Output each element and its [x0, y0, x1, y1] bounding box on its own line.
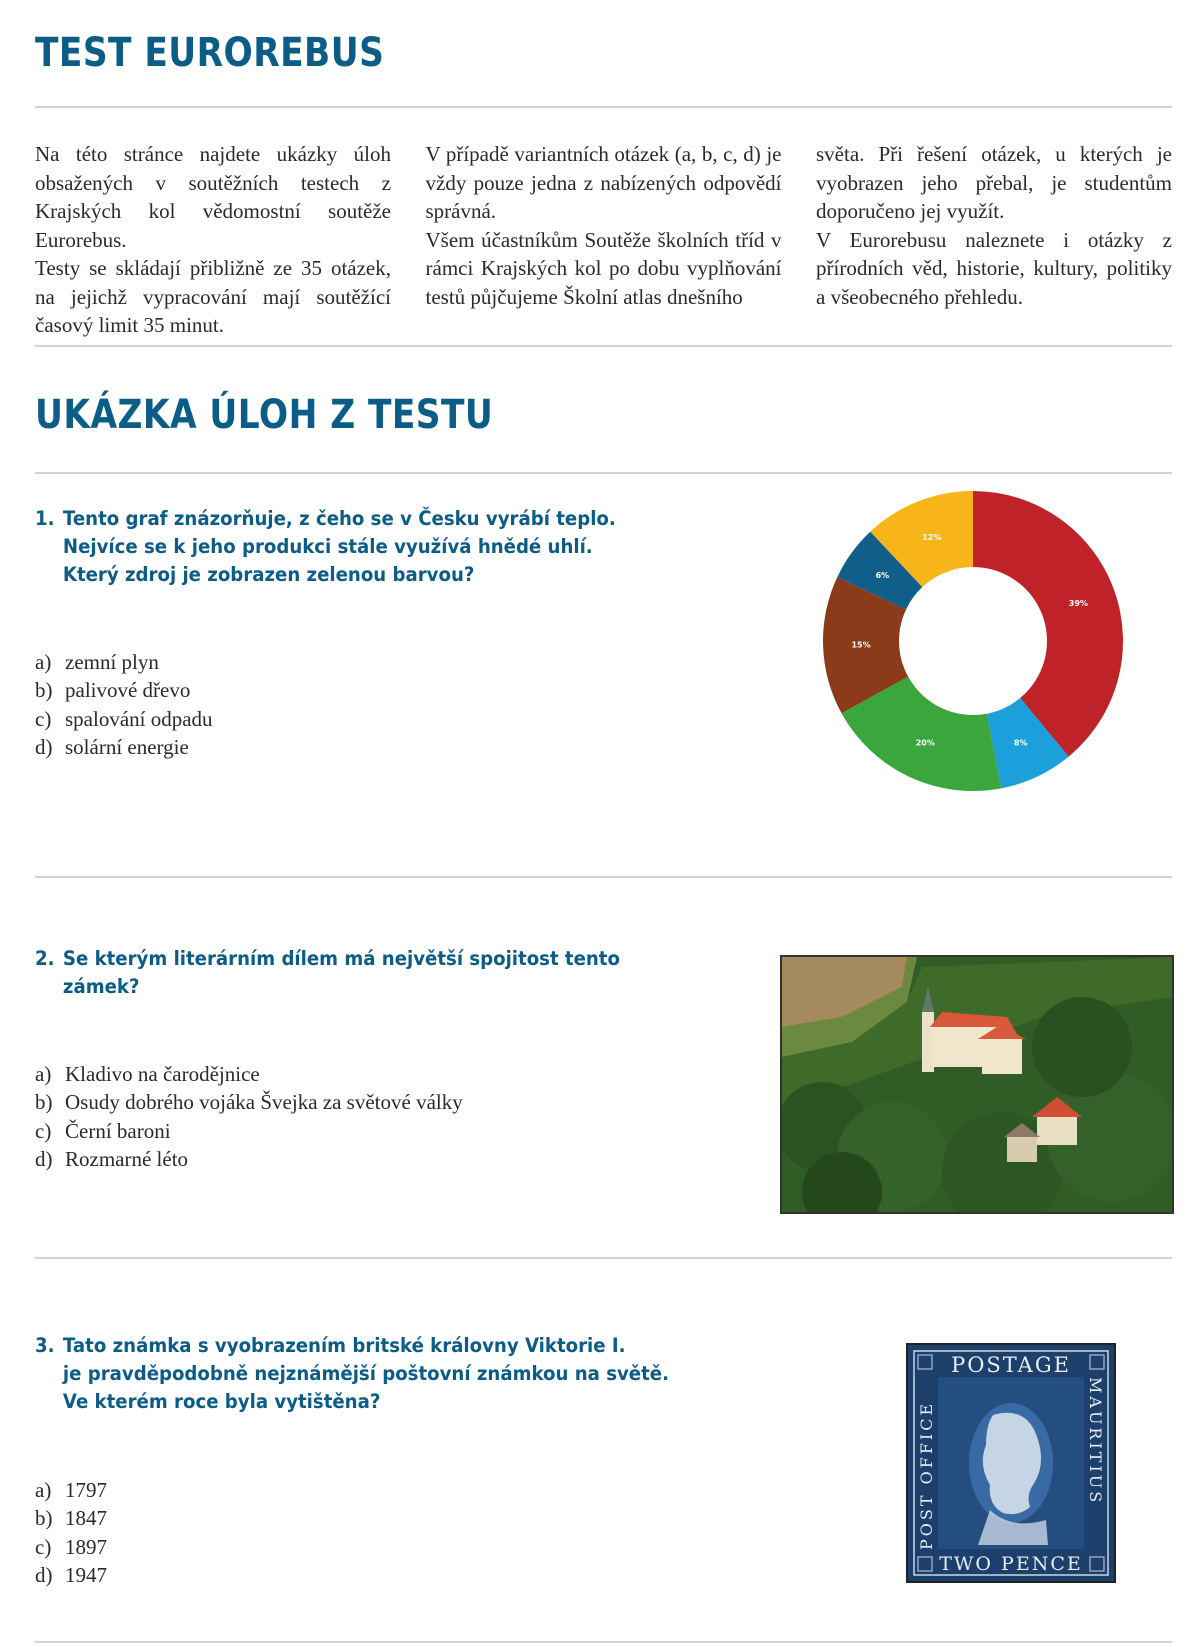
answer-letter: b) [35, 1090, 53, 1115]
question-3-title [35, 1332, 669, 1416]
answer-text: Kladivo na čarodějnice [65, 1062, 260, 1086]
answer-option[interactable] [35, 676, 213, 704]
question-text: Který zdroj je zobrazen zelenou barvou? [62, 563, 475, 586]
answer-letter: a) [35, 1478, 52, 1502]
answer-letter: d) [35, 1562, 53, 1587]
question-text: zámek? [62, 975, 140, 998]
donut-slice-label: 15% [851, 640, 871, 650]
intro-column-1 [35, 140, 391, 340]
divider [35, 345, 1172, 347]
question-number: 3. [35, 1334, 55, 1357]
intro-paragraph: V případě variantních otázek (a, b, c, d) je vždy pouze jedna z nabízených odpovědí správná. [425, 142, 782, 223]
answer-letter: a) [35, 1062, 52, 1086]
answer-text: zemní plyn [65, 650, 159, 674]
intro-paragraph: V Eurorebusu naleznete i otázky z přírodních věd, historie, kultury, politiky a všeobecného přehledu. [816, 227, 1172, 309]
answer-text: palivové dřevo [65, 678, 191, 703]
answer-option[interactable] [35, 1533, 107, 1561]
divider [35, 1641, 1172, 1643]
question-number: 2. [35, 947, 55, 970]
donut-slice-label: 12% [922, 532, 942, 542]
answer-text: 1947 [65, 1562, 107, 1587]
stamp-top-text: POSTAGE [951, 1353, 1071, 1377]
intro-paragraph: světa. Při řešení otázek, u kterých je vyobrazen jeho přebal, je studentům doporučeno jej využít. [816, 142, 1172, 223]
question-text: Se kterým literárním dílem má největší spojitost tento [62, 947, 620, 970]
intro-paragraph: Všem účastníkům Soutěže školních tříd v rámci Krajských kol po dobu vyplňování testů půjčujeme Školní atlas dnešního [425, 227, 782, 309]
answer-option[interactable] [35, 733, 213, 761]
answer-letter: c) [35, 706, 52, 731]
divider [35, 876, 1172, 878]
intro-text [35, 140, 1172, 340]
question-2-answers [35, 1060, 463, 1173]
question-text: Nejvíce se k jeho produkci stále využívá hnědé uhlí. [62, 535, 593, 558]
answer-text: Osudy dobrého vojáka Švejka za světové války [65, 1090, 463, 1115]
castle-photo [780, 955, 1174, 1214]
answer-option[interactable] [35, 1088, 463, 1116]
question-text: Tato známka s vyobrazením britské královny Viktorie I. [62, 1334, 626, 1357]
donut-slice-label: 6% [875, 571, 890, 581]
question-1-title [35, 505, 616, 589]
question-text: je pravděpodobně nejznámější poštovní známkou na světě. [62, 1362, 669, 1385]
answer-letter: d) [35, 734, 53, 759]
answer-text: Rozmarné léto [65, 1146, 189, 1171]
stamp-image [906, 1343, 1116, 1583]
question-text: Tento graf znázorňuje, z čeho se v Česku vyrábí teplo. [62, 507, 616, 530]
answer-letter: a) [35, 650, 52, 674]
page-title: TEST EUROREBUS [35, 30, 385, 76]
answer-text: 1897 [65, 1534, 107, 1559]
answer-option[interactable] [35, 1561, 107, 1589]
stamp-bottom-text: TWO PENCE [939, 1553, 1083, 1575]
donut-chart [820, 488, 1126, 794]
divider [35, 1257, 1172, 1259]
answer-option[interactable] [35, 1476, 107, 1504]
question-1-answers [35, 648, 213, 761]
divider [35, 472, 1172, 474]
answer-text: Černí baroni [65, 1118, 171, 1143]
intro-column-2 [426, 140, 782, 340]
section-title: UKÁZKA ÚLOH Z TESTU [35, 392, 494, 438]
stamp-left-text: POST OFFICE [917, 1400, 936, 1550]
answer-letter: c) [35, 1118, 52, 1143]
question-3-answers [35, 1476, 107, 1589]
stamp-graphic [908, 1345, 1114, 1581]
answer-text: 1847 [65, 1506, 107, 1531]
castle-image [782, 957, 1172, 1212]
answer-option[interactable] [35, 648, 213, 676]
intro-column-3 [816, 140, 1172, 340]
stamp-right-text: MAURITIUS [1086, 1377, 1105, 1506]
intro-paragraph: Testy se skládají přibližně ze 35 otázek, na jejichž vypracování mají soutěžící časový limit 35 minut. [35, 256, 391, 337]
answer-letter: d) [35, 1146, 53, 1171]
donut-slice-label: 39% [1068, 599, 1088, 609]
answer-option[interactable] [35, 705, 213, 733]
answer-text: spalování odpadu [65, 706, 213, 731]
donut-slice-label: 8% [1013, 738, 1028, 748]
answer-letter: b) [35, 678, 53, 703]
answer-option[interactable] [35, 1060, 463, 1088]
intro-paragraph: Na této stránce najdete ukázky úloh obsažených v soutěžních testech z Krajských kol vědomostní soutěže Eurorebus. [35, 142, 391, 252]
divider [35, 106, 1172, 108]
answer-text: 1797 [65, 1478, 107, 1502]
question-text: Ve kterém roce byla vytištěna? [62, 1390, 381, 1413]
answer-letter: b) [35, 1506, 53, 1531]
answer-letter: c) [35, 1534, 52, 1559]
donut-slice-label: 20% [915, 738, 935, 748]
answer-text: solární energie [65, 734, 189, 759]
answer-option[interactable] [35, 1117, 463, 1145]
answer-option[interactable] [35, 1504, 107, 1532]
question-number: 1. [35, 507, 55, 530]
question-2-title [35, 945, 620, 1001]
answer-option[interactable] [35, 1145, 463, 1173]
